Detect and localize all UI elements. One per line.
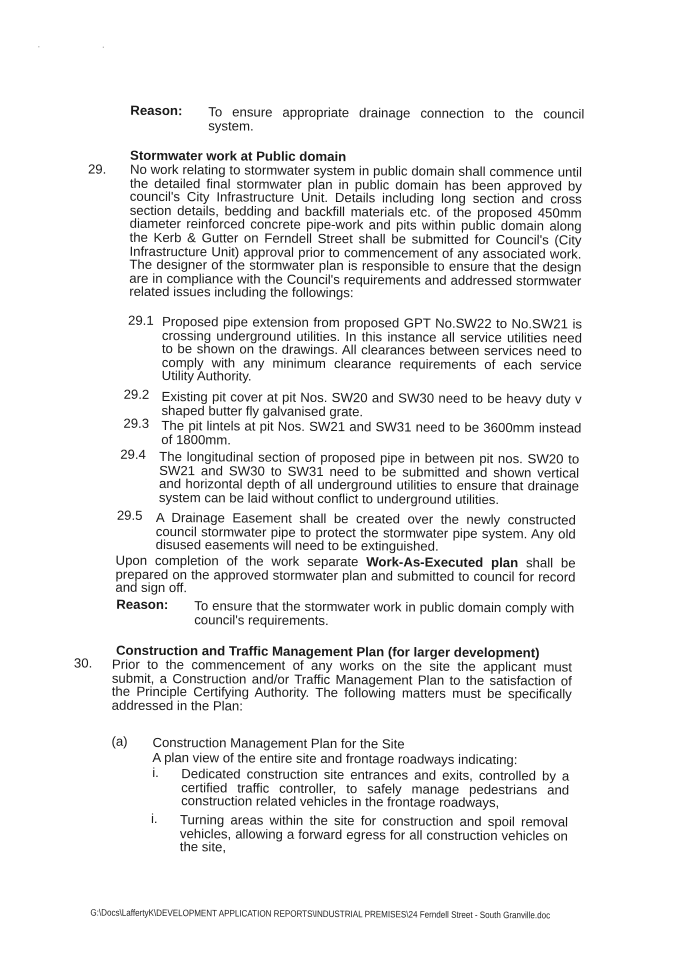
- file-path-footer: G:\Docs\LaffertyK\DEVELOPMENT APPLICATION REPORTS\INDUSTRIAL PREMISES\24 Ferndell Street - South Granville.doc: [90, 906, 551, 921]
- sub-a-title: Construction Management Plan for the Site: [152, 734, 405, 752]
- completion-post: shall be prepared on the approved stormwater plan and submitted to council for record and sign off.: [115, 555, 576, 596]
- item-29-5-number: 29.5: [116, 507, 143, 523]
- sub-a-label: (a): [111, 733, 128, 749]
- work-as-executed-plan: Work-As-Executed plan: [366, 554, 519, 571]
- point-1-number: i.: [152, 764, 159, 780]
- completion-paragraph: [115, 554, 575, 598]
- item-29-4-text: The longitudinal section of proposed pipe in between pit nos. SW20 to SW21 and SW30 to SW31 need to be submitted and shown vertical and horizontal depth of all underground utilities to ensure that drainage system can be laid without conflict to underground utilities.: [158, 448, 580, 507]
- item-29-4-number: 29.4: [120, 446, 146, 462]
- section-30-number: 30.: [73, 655, 93, 671]
- reason-text: To ensure appropriate drainage connection to the council system.: [208, 104, 585, 134]
- reason-label: Reason:: [130, 102, 183, 119]
- item-29-2-text: Existing pit cover at pit Nos. SW20 and SW30 need to be heavy duty v shaped butter fly galvanised grate.: [161, 388, 582, 419]
- reason-label-29: Reason:: [116, 596, 169, 613]
- section-30-heading: Construction and Traffic Management Plan (for larger development): [115, 642, 540, 661]
- scan-marks: . .: [37, 40, 135, 50]
- item-29-1-number: 29.1: [128, 312, 154, 328]
- item-29-5-text: A Drainage Easement shall be created over the newly constructed council stormwater pipe to protect the stormwater pipe system. Any old disused easements will need to be extinguished.: [155, 509, 576, 554]
- point-2-number: i.: [150, 810, 158, 826]
- item-29-2-number: 29.2: [123, 386, 150, 402]
- completion-pre: Upon completion of the work separate: [115, 552, 367, 570]
- item-29-1-text: Proposed pipe extension from proposed GPT No.SW22 to No.SW21 is crossing underground utilities. In this instance all service utilities need to be shown on the drawings. All clearances between services need to comply with any minimum clearance requirements of each service Utility Authority.: [161, 313, 583, 384]
- section-29-number: 29.: [87, 161, 107, 177]
- point-1-text: Dedicated construction site entrances and exits, controlled by a certified traffic controller, to safely manage pedestrians and construction related vehicles in the frontage roadways,: [181, 766, 570, 811]
- section-29-heading: Stormwater work at Public domain: [130, 147, 347, 165]
- item-29-3-number: 29.3: [123, 415, 150, 431]
- reason-text-29: To ensure that the stormwater work in public domain comply with council's requirements.: [194, 598, 575, 628]
- section-29-intro: No work relating to stormwater system in public domain shall commence until the detailed final stormwater plan in public domain has been approved by council's City Infrastructure Unit. Details including long section and cross section details, bedding and backfill materials etc. of the proposed 450mm diameter reinforced concrete pipe-work and pits within public domain along the Kerb & Gutter on Ferndell Street shall be submitted for Council's (City Infrastructure Unit) approval prior to commencement of any associated work. The designer of the stormwater plan is responsible to ensure that the design are in compliance with the Council's requirements and addressed stormwater related issues including the followings:: [129, 161, 583, 301]
- point-2-text: Turning areas within the site for construction and spoil removal vehicles, allowing a forward egress for all construction vehicles on the site,: [179, 812, 569, 855]
- sub-a-intro: A plan view of the entire site and frontage roadways indicating:: [152, 749, 518, 768]
- section-30-intro: Prior to the commencement of any works on the site the applicant must submit, a Construction and/or Traffic Management Plan to the satisfaction of the Principle Certifying Authority. The following matters must be specifically addressed in the Plan:: [111, 656, 572, 714]
- item-29-3-text: The pit lintels at pit Nos. SW21 and SW31 need to be 3600mm instead of 1800mm.: [161, 417, 582, 448]
